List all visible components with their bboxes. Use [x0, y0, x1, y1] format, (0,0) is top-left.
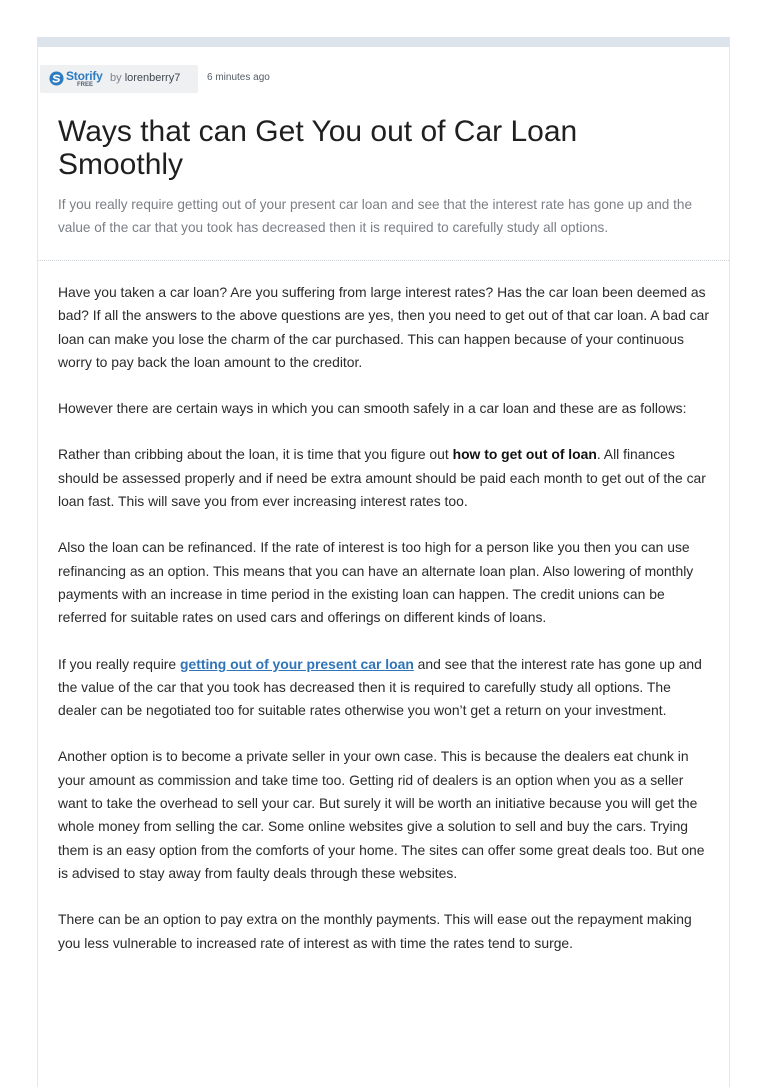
- top-bar: [38, 37, 729, 47]
- paragraph-1: Have you taken a car loan? Are you suffering from large interest rates? Has the car loan been deemed as bad? If all the answers to the above questions are yes, then you need to get out of that car loan. A bad car loan can make you lose the charm of the car purchased. This can happen because of your continuous worry to pay back the loan amount to the creditor.: [58, 284, 709, 370]
- car-loan-link[interactable]: getting out of your present car loan: [179, 655, 414, 672]
- paragraph-3: [58, 443, 712, 513]
- storify-badge[interactable]: [40, 65, 198, 93]
- paragraph-5-text-b: and see that the interest rate has gone up and the value of the car that you took has decreased then it is required to carefully study all options. The dealer can be negotiated too for suitable rates otherwise you won’t get a return on your investment.: [58, 655, 702, 719]
- article-title: Ways that can Get You out of Car Loan Smoothly: [58, 115, 578, 181]
- article-body: [58, 281, 712, 978]
- storify-tier-label: FREE: [77, 82, 94, 88]
- storify-logo-text: Storify: [66, 69, 103, 83]
- paragraph-7: There can be an option to pay extra on the monthly payments. This will ease out the repayment making you less vulnerable to increased rate of interest as with time the rates tend to surge.: [58, 911, 692, 951]
- story-header: [38, 65, 729, 93]
- section-divider: [38, 260, 729, 261]
- timestamp: 6 minutes ago: [207, 72, 270, 83]
- document-page: [37, 37, 730, 1087]
- byline: [110, 72, 180, 84]
- paragraph-6: Another option is to become a private seller in your own case. This is because the dealers eat chunk in your amount as commission and take time too. Getting rid of dealers is an option when you as a seller want to take the overhead to sell your car. But surely it will be worth an initiative because you will get the whole money from selling the car. Some online websites give a solution to sell and buy the cars. Trying them is an easy option from the comforts of your home. The sites can offer some great deals too. But one is advised to stay away from faulty deals through these websites.: [58, 748, 705, 881]
- paragraph-4: Also the loan can be refinanced. If the rate of interest is too high for a person like you then you can use refinancing as an option. This means that you can have an alternate loan plan. Also lowering of monthly payments with an increase in time period in the existing loan can happen. The credit unions can be referred for suitable rates on used cars and offerings on different kinds of loans.: [58, 539, 694, 626]
- paragraph-3-text-b: . All finances should be assessed properly and if need be extra amount should be paid each month to get out of the car loan fast. This will save you from ever increasing interest rates too.: [58, 446, 706, 510]
- storify-logo-icon: [49, 71, 64, 86]
- paragraph-5: [58, 653, 712, 723]
- paragraph-3-bold: how to get out of loan: [452, 446, 597, 463]
- article-subtitle: If you really require getting out of your present car loan and see that the interest rate has gone up and the value of the car that you took has decreased then it is required to carefully study all options.: [58, 197, 693, 235]
- author-link[interactable]: lorenberry7: [124, 72, 181, 84]
- paragraph-2: However there are certain ways in which you can smooth safely in a car loan and these are as follows:: [58, 400, 687, 417]
- paragraph-3-text-a: Rather than cribbing about the loan, it is time that you figure out: [58, 446, 453, 463]
- paragraph-5-text-a: If you really require: [58, 655, 180, 672]
- byline-prefix: by: [110, 72, 122, 84]
